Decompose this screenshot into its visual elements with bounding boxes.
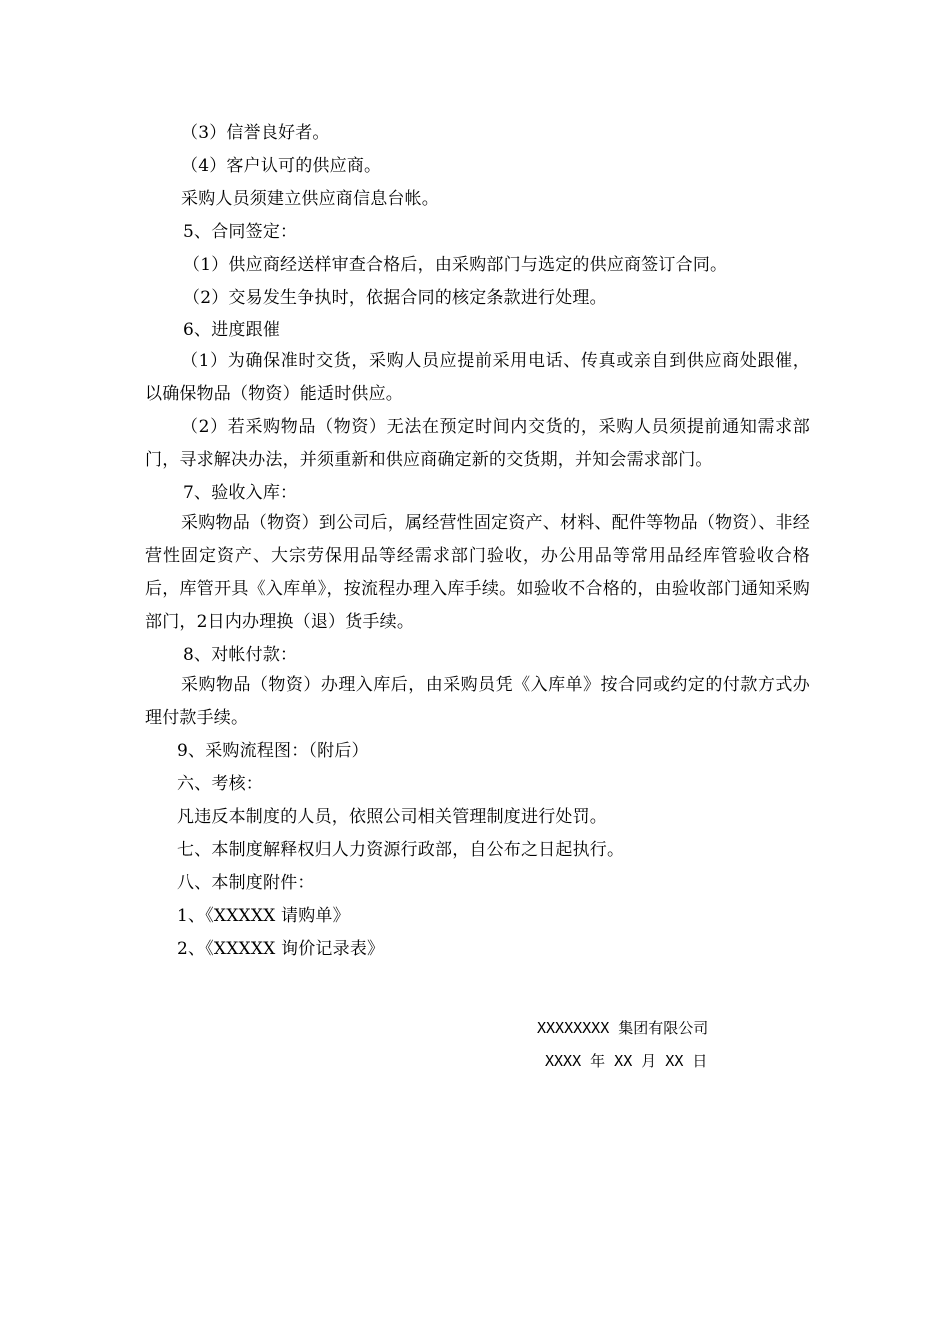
- supplier-ledger-text: 采购人员须建立供应商信息台帐。: [181, 189, 439, 209]
- chapter-heading-attachments: 八、本制度附件：: [177, 873, 315, 893]
- chapter-heading-assessment: 六、考核：: [177, 774, 263, 794]
- signature-company: XXXXXXXX 集团有限公司: [537, 1019, 709, 1037]
- contract-item-2: （2）交易发生争执时，依据合同的核定条款进行处理。: [183, 288, 607, 308]
- list-item-customer-approved: （4）客户认可的供应商。: [181, 156, 382, 176]
- progress-item-1: （1）为确保准时交货，采购人员应提前采用电话、传真或亲自到供应商处跟催，以确保物品（物资）能适时供应。: [145, 351, 810, 404]
- section-heading-contract: 5、合同签定：: [183, 222, 298, 242]
- section-heading-inspection: 7、验收入库：: [183, 483, 298, 503]
- assessment-text: 凡违反本制度的人员，依照公司相关管理制度进行处罚。: [177, 807, 607, 827]
- section-heading-progress: 6、进度跟催: [183, 320, 281, 340]
- inspection-paragraph: 采购物品（物资）到公司后，属经营性固定资产、材料、配件等物品（物资）、非经营性固定资产、大宗劳保用品等经需求部门验收，办公用品等常用品经库管验收合格后，库管开具《入库单》，按流程办理入库手续。如验收不合格的，由验收部门通知采购部门，2日内办理换（退）货手续。: [145, 513, 810, 632]
- payment-paragraph: 采购物品（物资）办理入库后，由采购员凭《入库单》按合同或约定的付款方式办理付款手续。: [145, 675, 810, 728]
- section-heading-flowchart: 9、采购流程图：（附后）: [177, 741, 369, 761]
- attachment-item-2: 2、《XXXXX 询价记录表》: [177, 939, 385, 959]
- progress-item-2: （2）若采购物品（物资）无法在预定时间内交货的，采购人员须提前通知需求部门，寻求解决办法，并须重新和供应商确定新的交货期，并知会需求部门。: [145, 417, 810, 470]
- signature-date: XXXX 年 XX 月 XX 日: [545, 1052, 708, 1070]
- contract-item-1: （1）供应商经送样审查合格后，由采购部门与选定的供应商签订合同。: [183, 255, 728, 275]
- section-heading-payment: 8、对帐付款：: [183, 645, 298, 665]
- chapter-heading-interpretation: 七、本制度解释权归人力资源行政部，自公布之日起执行。: [177, 840, 625, 860]
- list-item-reputation: （3）信誉良好者。: [181, 123, 330, 143]
- attachment-item-1: 1、《XXXXX 请购单》: [177, 906, 350, 926]
